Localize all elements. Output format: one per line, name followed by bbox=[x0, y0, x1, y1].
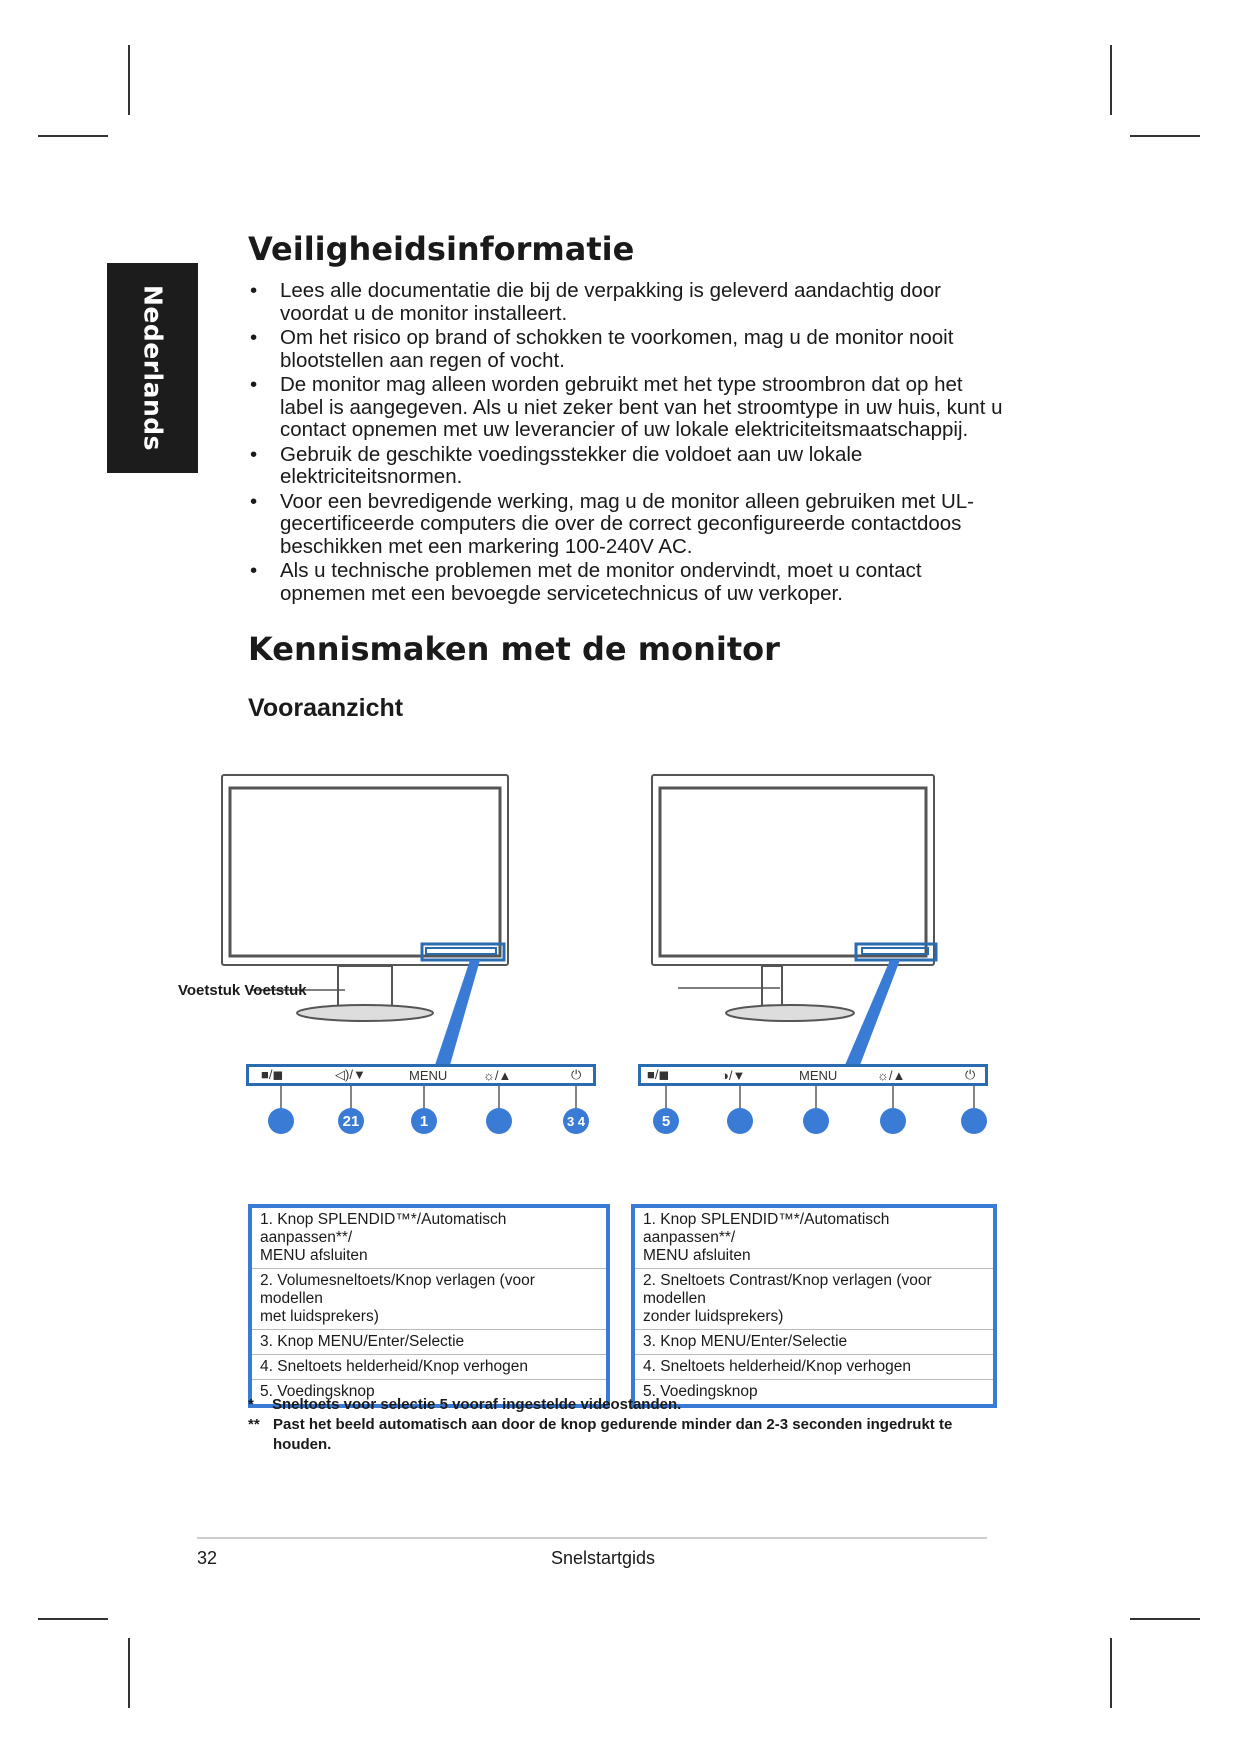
button-legend-right bbox=[631, 1204, 997, 1408]
table-row: 3. Knop MENU/Enter/Selectie bbox=[252, 1330, 606, 1355]
button-callout bbox=[880, 1108, 906, 1134]
right-button-bar bbox=[638, 1064, 988, 1086]
table-row: 5. Voedingsknop bbox=[260, 1383, 375, 1400]
button-callout bbox=[727, 1108, 753, 1134]
page-number: 32 bbox=[197, 1548, 218, 1568]
power-icon: ⏻ bbox=[965, 1067, 976, 1082]
brightness-up-icon: ☼/▲ bbox=[877, 1067, 906, 1083]
list-item: • Lees alle documentatie die bij de verpakking is geleverd aandachtig door voordat u de monitor installeert. bbox=[248, 280, 1008, 325]
power-icon: ⏻ bbox=[571, 1067, 582, 1082]
footnote-mark: ** bbox=[248, 1416, 260, 1433]
volume-down-icon: ◁)/▼ bbox=[335, 1067, 366, 1082]
splendid-button-icon: ■/◼ bbox=[261, 1067, 284, 1082]
table-row: 3. Knop MENU/Enter/Selectie bbox=[635, 1330, 993, 1355]
button-callout: 5 bbox=[653, 1108, 679, 1134]
table-row: 4. Sneltoets helderheid/Knop verhogen bbox=[252, 1355, 606, 1380]
button-callout bbox=[268, 1108, 294, 1134]
button-callout: 1 bbox=[411, 1108, 437, 1134]
menu-label: MENU bbox=[409, 1067, 448, 1083]
footnote-mark: * bbox=[248, 1396, 254, 1413]
table-row: 1. Knop SPLENDID™*/Automatisch aanpassen**/ MENU afsluiten bbox=[252, 1208, 606, 1269]
list-item: • Gebruik de geschikte voedingsstekker die voldoet aan uw lokale elektriciteitsnormen. bbox=[248, 444, 1008, 489]
footnote-text: Sneltoets voor selectie 5 vooraf ingestelde videostanden. bbox=[272, 1396, 682, 1413]
button-legend-left bbox=[248, 1204, 610, 1408]
right-monitor-illustration bbox=[652, 775, 934, 1021]
footnote-text: Past het beeld automatisch aan door de knop gedurende minder dan 2-3 seconden ingedrukt te houden. bbox=[273, 1416, 953, 1453]
button-callout: 3 4 bbox=[563, 1108, 589, 1134]
splendid-button-icon: ■/◼ bbox=[647, 1067, 670, 1082]
footnotes bbox=[248, 1395, 1008, 1455]
button-callout bbox=[486, 1108, 512, 1134]
footnote bbox=[248, 1395, 1008, 1415]
contrast-down-icon: ◑/▼ bbox=[721, 1067, 746, 1083]
left-button-bar bbox=[246, 1064, 596, 1086]
button-callout: 21 bbox=[338, 1108, 364, 1134]
footnote bbox=[248, 1415, 1008, 1455]
stand-label: Voetstuk Voetstuk bbox=[178, 982, 307, 999]
table-row: 2. Sneltoets Contrast/Knop verlagen (voor modellen zonder luidsprekers) bbox=[635, 1269, 993, 1330]
front-view-subtitle: Vooraanzicht bbox=[248, 694, 404, 722]
table-row: 1. Knop SPLENDID™*/Automatisch aanpassen**/ MENU afsluiten bbox=[635, 1208, 993, 1269]
footer-divider bbox=[197, 1537, 987, 1539]
list-item: • De monitor mag alleen worden gebruikt met het type stroombron dat op het label is aangegeven. Als u niet zeker bent van het stroomtype in uw huis, kunt u contact opnemen met uw leverancier of uw lokale elektriciteitsmaatschappij. bbox=[248, 374, 1008, 442]
footer-title: Snelstartgids bbox=[551, 1548, 656, 1568]
list-item: • Als u technische problemen met de monitor ondervindt, moet u contact opnemen met een bevoegde servicetechnicus of uw verkoper. bbox=[248, 560, 1008, 605]
safety-title: Veiligheidsinformatie bbox=[248, 230, 635, 268]
button-callout bbox=[803, 1108, 829, 1134]
table-row: 4. Sneltoets helderheid/Knop verhogen bbox=[635, 1355, 993, 1380]
list-item: • Voor een bevredigende werking, mag u de monitor alleen gebruiken met UL-gecertificeerde computers die over de correct geconfigureerde contactdoos beschikken met een markering 100-240V AC. bbox=[248, 491, 1008, 559]
table-row: 2. Volumesneltoets/Knop verlagen (voor modellen met luidsprekers) bbox=[252, 1269, 606, 1330]
language-tab-label: Nederlands bbox=[138, 284, 167, 452]
table-row: 5. Voedingsknop bbox=[643, 1383, 758, 1400]
monitor-title: Kennismaken met de monitor bbox=[248, 630, 780, 668]
brightness-up-icon: ☼/▲ bbox=[483, 1067, 512, 1083]
menu-label: MENU bbox=[799, 1067, 838, 1083]
button-callout bbox=[961, 1108, 987, 1134]
list-item: • Om het risico op brand of schokken te voorkomen, mag u de monitor nooit blootstellen aan regen of vocht. bbox=[248, 327, 1008, 372]
